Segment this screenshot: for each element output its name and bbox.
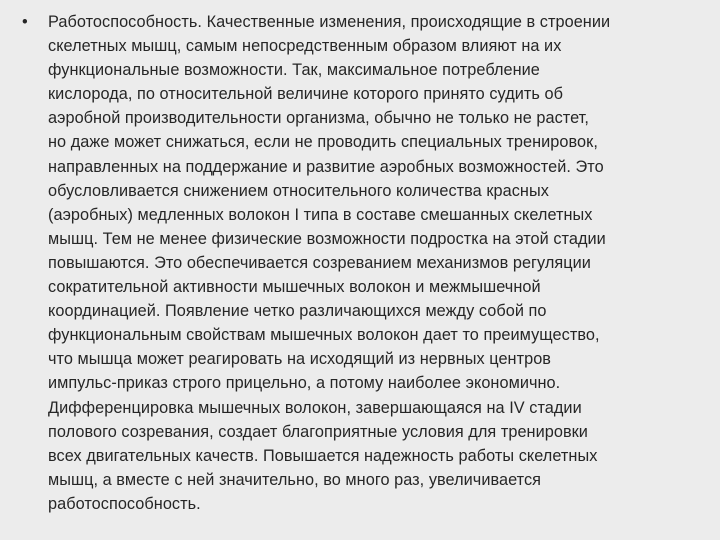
text-line: всех двигательных качеств. Повышается надежность работы скелетных [48,446,598,465]
text-line: скелетных мышц, самым непосредственным образом влияют на их [48,37,562,56]
text-line: повышаются. Это обеспечивается созреванием механизмов регуляции [48,253,591,272]
text-line: мышц, а вместе с ней значительно, во много раз, увеличивается [48,470,542,489]
text-line: мышц. Тем не менее физические возможности подростка на этой стадии [48,229,606,248]
text-line: функциональные возможности. Так, максимальное потребление [48,61,540,80]
text-line: импульс-приказ строго прицельно, а потому наиболее экономично. [48,374,561,393]
text-line: сократительной активности мышечных волокон и межмышечной [48,278,541,297]
text-line: аэробной производительности организма, обычно не только не растет, [48,109,589,128]
text-line: Дифференцировка мышечных волокон, завершающаяся на IV стадии [48,398,582,417]
text-line: но даже может снижаться, если не проводить специальных тренировок, [48,133,598,152]
paragraph-text [48,10,697,516]
text-line: полового созревания, создает благоприятные условия для тренировки [48,422,588,441]
text-line: (аэробных) медленных волокон I типа в составе смешанных скелетных [48,205,593,224]
text-line: обусловливается снижением относительного количества красных [48,181,549,200]
text-line: Работоспособность. Качественные изменения, происходящие в строении [48,13,611,31]
text-line: кислорода, по относительной величине которого принято судить об [48,85,563,104]
text-line: что мышца может реагировать на исходящий из нервных центров [48,350,552,369]
text-line: работоспособность. [48,494,201,513]
text-line: функциональным свойствам мышечных волокон дает то преимущество, [48,326,600,345]
text-line: координацией. Появление четко различающихся между собой по [48,302,547,321]
bullet-marker: • [22,13,28,31]
text-line: направленных на поддержание и развитие аэробных возможностей. Это [48,157,604,176]
bullet-paragraph [22,10,697,516]
